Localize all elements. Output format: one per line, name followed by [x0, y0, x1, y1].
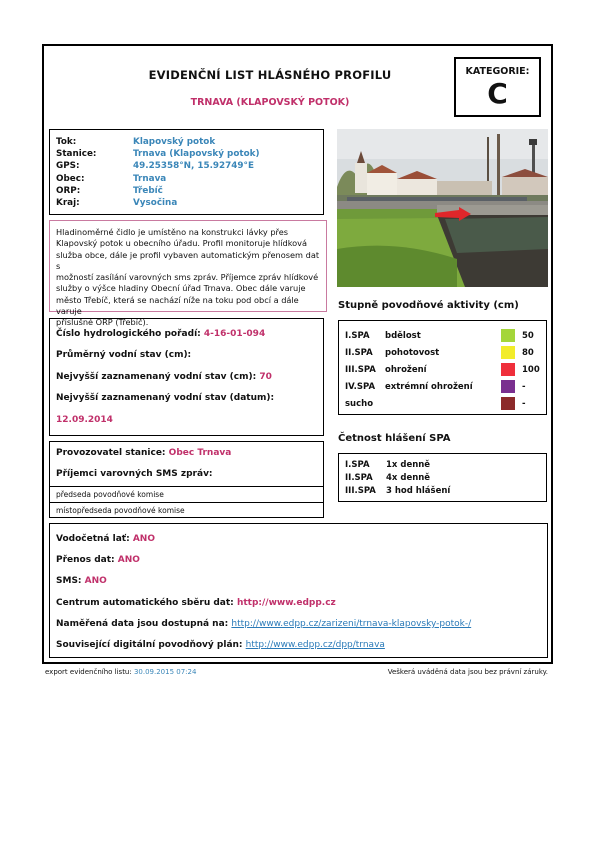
spa-name: bdělost — [385, 331, 421, 341]
station-info-box — [49, 129, 324, 215]
description-line: služba obce, dále je profil vybaven automatickým přenosem dat s — [56, 249, 320, 271]
description-line: Klapovský potok u obecního úřadu. Profil monitoruje hlídková — [56, 238, 308, 249]
hydro-avg-label: Průměrný vodní stav (cm): — [56, 350, 192, 360]
description-line: možností zasílání varovných sms zpráv. Příjemce zpráv hlídkové — [56, 272, 319, 283]
spa-heading: Stupně povodňové aktivity (cm) — [338, 300, 519, 311]
lat-value: ANO — [132, 534, 155, 544]
hydro-max-label: Nejvyšší zaznamenaný vodní stav (cm): — [56, 372, 257, 382]
hydro-max-value: 70 — [259, 372, 272, 382]
info-row — [56, 185, 260, 197]
operator-box — [49, 441, 324, 518]
info-value: Trnava (Klapovský potok) — [133, 149, 260, 160]
info-row — [56, 160, 260, 172]
spa-color-swatch — [501, 397, 515, 410]
center-label: Centrum automatického sběru dat: — [56, 598, 234, 608]
hydro-order-label: Číslo hydrologického pořadí: — [56, 329, 201, 339]
info-row — [56, 197, 260, 209]
hydro-max-date-label: Nejvyšší zaznamenaný vodní stav (datum): — [56, 393, 275, 403]
station-photo — [337, 129, 548, 287]
measured-label: Naměřená data jsou dostupná na: — [56, 619, 229, 629]
spa-color-swatch — [501, 329, 515, 342]
frequency-code: II.SPA — [345, 473, 373, 483]
spa-table — [338, 320, 547, 415]
spa-value: 80 — [522, 348, 534, 358]
spa-color-swatch — [501, 363, 515, 376]
category-label: KATEGORIE: — [465, 66, 530, 77]
spa-code: II.SPA — [345, 348, 373, 358]
spa-code: IV.SPA — [345, 382, 376, 392]
frequency-row — [345, 473, 430, 483]
frequency-code: III.SPA — [345, 486, 376, 496]
transfer-value: ANO — [117, 555, 140, 565]
spa-code: III.SPA — [345, 365, 376, 375]
spa-code: sucho — [345, 399, 374, 409]
export-date: 30.09.2015 07:24 — [133, 668, 197, 676]
operator-label: Provozovatel stanice: — [56, 448, 166, 458]
recipient-item: místopředseda povodňové komise — [50, 502, 323, 518]
spa-color-swatch — [501, 346, 515, 359]
frequency-row — [345, 460, 430, 470]
info-value: Klapovský potok — [133, 137, 216, 148]
operator-value: Obec Trnava — [168, 448, 232, 458]
spa-code: I.SPA — [345, 331, 370, 341]
info-row — [56, 173, 260, 185]
info-key: GPS: — [56, 161, 80, 172]
spa-row — [345, 382, 545, 396]
spa-value: - — [522, 382, 526, 392]
station-subtitle: TRNAVA (KLAPOVSKÝ POTOK) — [190, 97, 350, 108]
frequency-code: I.SPA — [345, 460, 370, 470]
hydro-order-value: 4-16-01-094 — [203, 329, 266, 339]
info-value: Trnava — [133, 173, 167, 184]
info-row — [56, 148, 260, 160]
description-line: služby o výšce hladiny Obecní úřad Trnava. Obec dále varuje — [56, 283, 306, 294]
spa-name: ohrožení — [385, 365, 427, 375]
info-key: Stanice: — [56, 149, 97, 160]
description-box — [49, 220, 327, 328]
info-key: ORP: — [56, 185, 81, 196]
spa-value: - — [522, 399, 526, 409]
sms-value: ANO — [84, 576, 107, 586]
recipients-label: Příjemci varovných SMS zpráv: — [56, 469, 213, 479]
spa-value: 50 — [522, 331, 534, 341]
frequency-heading: Četnost hlášení SPA — [338, 433, 451, 444]
category-value: C — [487, 77, 508, 110]
recipient-item: předseda povodňové komise — [50, 486, 323, 502]
frequency-value: 3 hod hlášení — [386, 486, 451, 496]
plan-label: Související digitální povodňový plán: — [56, 640, 243, 650]
page-title: EVIDENČNÍ LIST HLÁSNÉHO PROFILU — [148, 68, 392, 82]
spa-row — [345, 348, 545, 362]
transfer-label: Přenos dat: — [56, 555, 115, 565]
spa-row — [345, 331, 545, 345]
sms-label: SMS: — [56, 576, 82, 586]
frequency-table — [338, 453, 547, 502]
frequency-value: 4x denně — [386, 473, 431, 483]
center-value: http://www.edpp.cz — [236, 598, 336, 608]
data-box — [49, 523, 548, 658]
disclaimer: Veškerá uváděná data jsou bez právní záruky. — [387, 668, 548, 676]
category-box — [454, 57, 541, 117]
info-value: Vysočina — [133, 198, 178, 209]
info-key: Tok: — [56, 137, 77, 148]
hydrology-box — [49, 318, 324, 436]
flood-plan-link[interactable]: http://www.edpp.cz/dpp/trnava — [245, 640, 385, 650]
spa-row — [345, 365, 545, 379]
description-line: Hladinoměrné čidlo je umístěno na konstrukci lávky přes — [56, 227, 289, 237]
hydro-max-date-value: 12.09.2014 — [56, 415, 113, 425]
measured-data-link[interactable]: http://www.edpp.cz/zarizeni/trnava-klapovsky-potok-/ — [231, 619, 472, 629]
description-line: město Třebíč, která se nachází níže na toku pod obcí a dále varuje — [56, 294, 299, 317]
frequency-value: 1x denně — [386, 460, 431, 470]
export-info — [45, 668, 196, 676]
spa-value: 100 — [522, 365, 540, 375]
lat-label: Vodočetná lať: — [56, 534, 130, 544]
export-label: export evidenčního listu: — [45, 668, 132, 676]
info-value: 49.25358°N, 15.92749°E — [133, 161, 254, 172]
spa-row — [345, 399, 545, 413]
frequency-row — [345, 486, 450, 496]
description-line: příslušné ORP (Třebíč). — [56, 317, 149, 328]
info-key: Kraj: — [56, 198, 80, 209]
spa-color-swatch — [501, 380, 515, 393]
info-row — [56, 136, 260, 148]
info-key: Obec: — [56, 173, 85, 184]
spa-name: extrémní ohrožení — [385, 382, 473, 392]
info-value: Třebíč — [133, 185, 163, 196]
spa-name: pohotovost — [385, 348, 440, 358]
